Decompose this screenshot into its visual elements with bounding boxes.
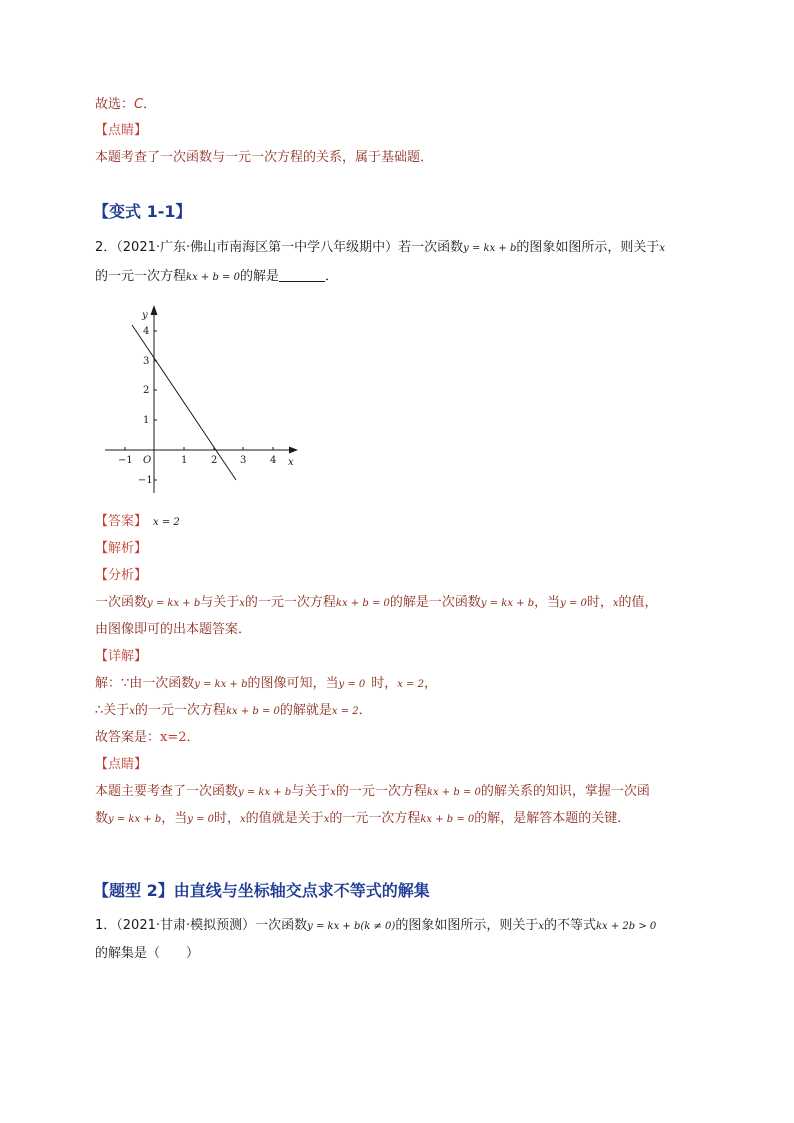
fenxi-label: 【分析】 — [95, 568, 148, 583]
text: ，当 — [161, 811, 188, 826]
text: 的一元一次方程 — [335, 784, 427, 799]
math-x: x — [129, 706, 135, 717]
math-func: y = kx + b — [147, 598, 201, 609]
x-axis-label: x — [288, 457, 294, 468]
question-number: 1． — [95, 918, 117, 933]
math-func: y = kx + b — [108, 814, 162, 825]
x-tick-label: −1 — [118, 455, 133, 466]
x-tick-label: 4 — [270, 455, 277, 466]
text: ． — [358, 703, 372, 718]
math-y0: y = 0 — [338, 679, 366, 690]
question-line-2 — [95, 267, 338, 288]
type2-question-line-2: 的解集是（ ） — [95, 946, 200, 961]
question-text: 的解是 — [239, 269, 279, 284]
math-func: y = kx + b — [238, 787, 292, 798]
period: ． — [324, 269, 338, 284]
math-func: y = kx + b(k ≠ 0) — [307, 921, 396, 932]
answer-value: x=2 — [160, 730, 187, 745]
x-tick-label: 2 — [211, 455, 218, 466]
y-tick-label: 1 — [143, 415, 150, 426]
math-x2: x = 2 — [397, 679, 425, 690]
math-x: x — [239, 598, 245, 609]
choice-letter: C — [134, 97, 144, 112]
text: 的解关系的知识，掌握一次函 — [480, 784, 650, 799]
math-x: x — [659, 243, 666, 254]
period: ． — [143, 97, 157, 112]
text: 解：∵由一次函数 — [95, 676, 195, 691]
dianjing-line-2 — [95, 809, 630, 830]
x-axis-arrow — [289, 447, 298, 454]
answer-line — [95, 512, 180, 533]
dianjing-label: 【点睛】 — [95, 123, 148, 138]
text: 的解就是 — [279, 703, 332, 718]
origin-label: O — [143, 455, 152, 466]
question-source: （2021·广东·佛山市南海区第一中学八年级期中）若一次函数 — [116, 240, 464, 255]
xiangjie-line-3 — [95, 728, 200, 748]
question-line-1 — [95, 238, 665, 259]
dianjing-text: 本题考查了一次函数与一元一次方程的关系，属于基础题． — [95, 150, 434, 165]
answer-label: 【答案】 — [95, 514, 148, 529]
y-tick-label: 2 — [143, 385, 150, 396]
y-tick-label: 3 — [143, 356, 150, 367]
math-x: x — [240, 814, 246, 825]
text: 的解是一次函数 — [389, 595, 481, 610]
text: 的解，是解答本题的关键． — [474, 811, 631, 826]
text: 时， — [586, 595, 613, 610]
xiangjie-line-1 — [95, 674, 437, 695]
text: 故答案是： — [95, 730, 161, 745]
previous-answer-line — [95, 95, 156, 115]
math-y0: y = 0 — [187, 814, 215, 825]
text: 的一元一次方程 — [244, 595, 336, 610]
math-inequality: kx + 2b > 0 — [596, 921, 657, 932]
text: 的不等式 — [543, 918, 596, 933]
x-tick-label: 1 — [181, 455, 188, 466]
type2-heading: 【题型 2】由直线与坐标轴交点求不等式的解集 — [93, 881, 430, 900]
text: 的图像可知，当 — [247, 676, 339, 691]
math-eq: kx + b = 0 — [335, 598, 390, 609]
text: 与关于 — [200, 595, 240, 610]
function-graph — [100, 303, 310, 493]
text: 的一元一次方程 — [134, 703, 226, 718]
math-func: y = kx + b — [463, 243, 517, 254]
question-number: 2． — [95, 240, 117, 255]
question-text: 的图象如图所示，则关于 — [516, 240, 660, 255]
text: 的值， — [618, 595, 658, 610]
text: 时， — [214, 811, 241, 826]
math-x2: x = 2 — [331, 706, 359, 717]
answer-value: x = 2 — [153, 517, 180, 528]
math-eq: kx + b = 0 — [225, 706, 280, 717]
math-y0: y = 0 — [560, 598, 587, 609]
text: 数 — [95, 811, 109, 826]
math-x: x — [612, 598, 619, 609]
math-x: x — [538, 921, 544, 932]
fenxi-line-1 — [95, 593, 658, 614]
type2-question-line-1 — [95, 916, 656, 937]
answer-blank — [279, 268, 325, 282]
dianjing-label-2: 【点睛】 — [95, 757, 148, 772]
guxuan-text: 故选： — [95, 97, 135, 112]
text: ， — [424, 676, 438, 691]
jiexi-label: 【解析】 — [95, 541, 148, 556]
xiangjie-line-2 — [95, 701, 372, 722]
variant-heading: 【变式 1-1】 — [93, 202, 192, 221]
text: ． — [186, 730, 200, 745]
y-tick-label: 4 — [143, 326, 150, 337]
y-axis-label: y — [142, 310, 148, 321]
math-func: y = kx + b — [194, 679, 248, 690]
x-tick-label: 3 — [240, 455, 247, 466]
question-source: （2021·甘肃·模拟预测）一次函数 — [116, 918, 308, 933]
text: 时， — [371, 676, 398, 691]
fenxi-line-2: 由图像即可的出本题答案． — [95, 622, 252, 637]
text: ∴关于 — [95, 703, 130, 718]
text: 一次函数 — [95, 595, 148, 610]
text: 与关于 — [291, 784, 331, 799]
math-eq: kx + b = 0 — [186, 272, 240, 283]
math-func: y = kx + b — [480, 598, 535, 609]
math-x: x — [323, 814, 330, 825]
dianjing-line-1 — [95, 782, 650, 803]
math-eq: kx + b = 0 — [420, 814, 475, 825]
y-axis-arrow — [151, 305, 158, 315]
text: 本题主要考查了一次函数 — [95, 784, 239, 799]
xiangjie-label: 【详解】 — [95, 649, 148, 664]
text: ，当 — [534, 595, 561, 610]
math-eq: kx + b = 0 — [426, 787, 481, 798]
y-tick-label: −1 — [138, 475, 153, 486]
text: 的值就是关于 — [245, 811, 324, 826]
question-text: 的一元一次方程 — [95, 269, 187, 284]
math-x: x — [330, 787, 336, 798]
text: 的一元一次方程 — [329, 811, 421, 826]
text: 的图象如图所示，则关于 — [395, 918, 539, 933]
